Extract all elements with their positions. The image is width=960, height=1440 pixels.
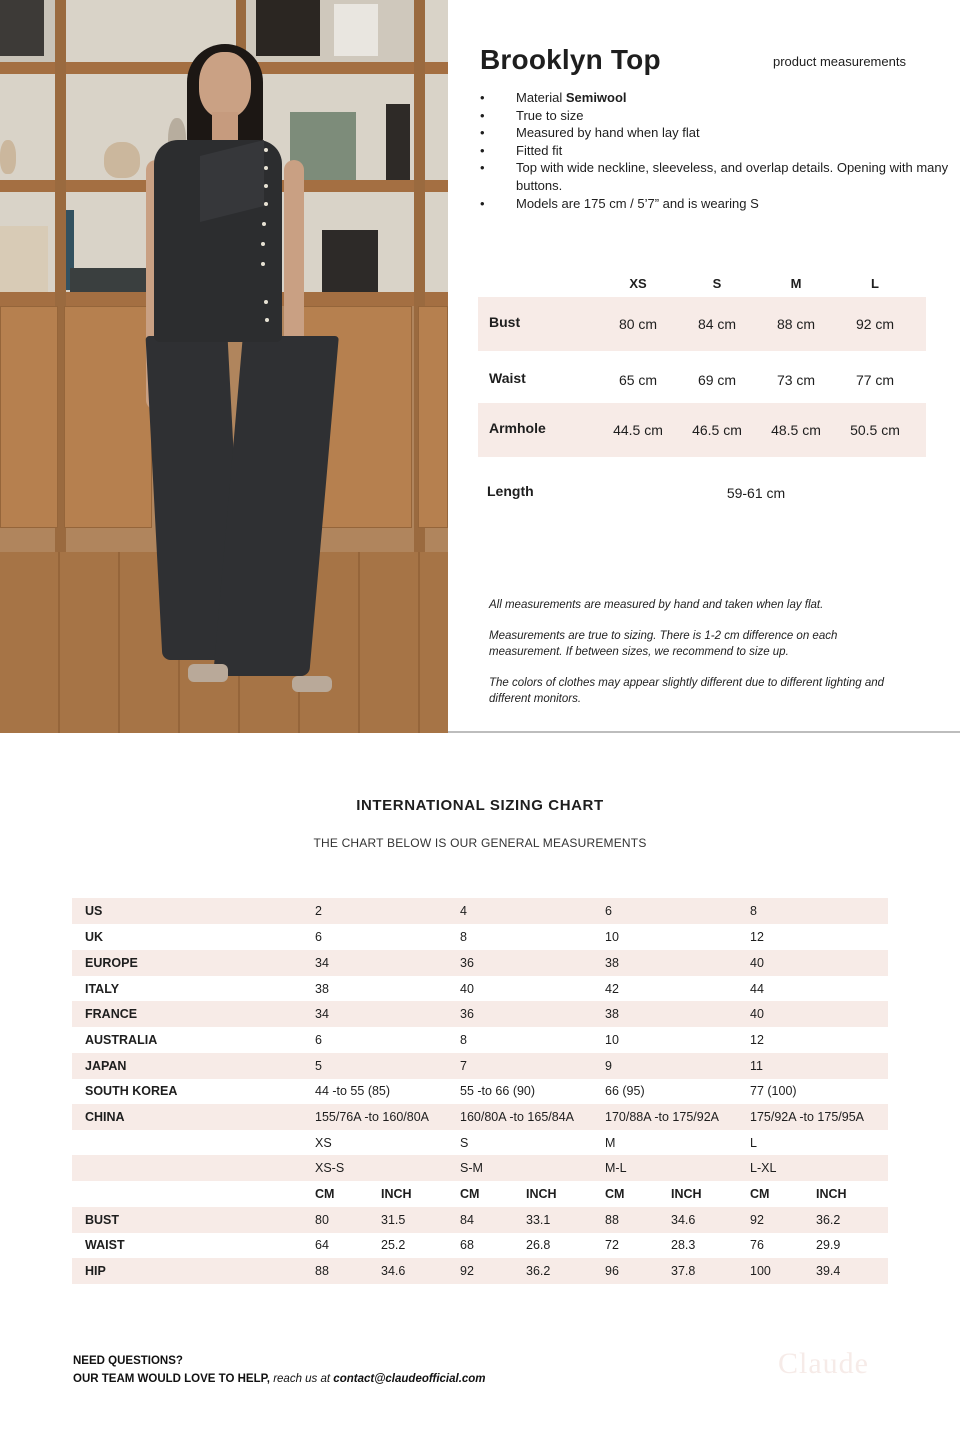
cell: 42 (605, 982, 619, 996)
cell: 155/76A -to 160/80A (315, 1110, 429, 1124)
cell: 7 (460, 1059, 467, 1073)
cell: 5 (315, 1059, 322, 1073)
cell: 50.5 cm (850, 422, 900, 438)
cell: 10 (605, 1033, 619, 1047)
intl-row-us (72, 898, 888, 924)
row-label: Length (487, 483, 534, 499)
detail-item: • True to size (480, 107, 950, 125)
cell: 88 (605, 1213, 619, 1227)
cell: 34.6 (381, 1264, 406, 1278)
cell: 76 (750, 1238, 764, 1252)
row-label: JAPAN (85, 1059, 127, 1073)
cell: INCH (381, 1187, 412, 1201)
cell: 66 (95) (605, 1084, 645, 1098)
cell: 44 -to 55 (85) (315, 1084, 391, 1098)
cell: INCH (671, 1187, 702, 1201)
cell: 72 (605, 1238, 619, 1252)
cell: XS (315, 1136, 332, 1150)
row-label: US (85, 904, 103, 918)
cell: 31.5 (381, 1213, 406, 1227)
detail-item: • Measured by hand when lay flat (480, 124, 950, 142)
cell: 92 (750, 1213, 764, 1227)
cell: 6 (315, 1033, 322, 1047)
section-divider (448, 731, 960, 733)
row-label: WAIST (85, 1238, 125, 1252)
cell: 160/80A -to 165/84A (460, 1110, 574, 1124)
cell: 34.6 (671, 1213, 696, 1227)
cell: 170/88A -to 175/92A (605, 1110, 719, 1124)
cell: 84 (460, 1213, 474, 1227)
cell: 55 -to 66 (90) (460, 1084, 536, 1098)
cell: 10 (605, 930, 619, 944)
cell: 44 (750, 982, 764, 996)
cell: 38 (605, 1007, 619, 1021)
cell: 65 cm (618, 372, 658, 388)
row-label: EUROPE (85, 956, 138, 970)
intl-row-uk (72, 924, 888, 950)
cell: M-L (605, 1161, 627, 1175)
cell: L-XL (750, 1161, 777, 1175)
cell: 34 (315, 1007, 329, 1021)
cell: 77 (100) (750, 1084, 797, 1098)
intl-row-letter-sizes (72, 1130, 888, 1156)
note: The colors of clothes may appear slightly different due to different lighting and different monitors. (489, 677, 885, 705)
cell: 38 (605, 956, 619, 970)
cell: 28.3 (671, 1238, 696, 1252)
contact-email-link[interactable]: contact@claudeofficial.com (333, 1373, 486, 1385)
row-label: Armhole (489, 420, 546, 436)
cell: 36.2 (816, 1213, 841, 1227)
row-label: SOUTH KOREA (85, 1084, 178, 1098)
cell: CM (750, 1187, 770, 1201)
cell: 46.5 cm (692, 422, 742, 438)
cell: 8 (460, 930, 467, 944)
cell: 36 (460, 956, 474, 970)
cell: 25.2 (381, 1238, 406, 1252)
row-label: FRANCE (85, 1007, 138, 1021)
cell: 92 (460, 1264, 474, 1278)
cell: 80 (315, 1213, 329, 1227)
cell: 34 (315, 956, 329, 970)
cell: 33.1 (526, 1213, 551, 1227)
reach-text: reach us at (270, 1373, 334, 1385)
note: All measurements are measured by hand and taken when lay flat. (489, 599, 824, 611)
cell: 26.8 (526, 1238, 551, 1252)
intl-row-waist (72, 1232, 888, 1258)
cell: 44.5 cm (613, 422, 663, 438)
size-row-waist (478, 353, 926, 407)
brand-watermark: Claude (778, 1347, 869, 1380)
detail-item: • Fitted fit (480, 142, 950, 160)
intl-row-italy (72, 976, 888, 1002)
cell: INCH (526, 1187, 557, 1201)
cell: 36 (460, 1007, 474, 1021)
detail-item: • Models are 175 cm / 5’7” and is wearing S (480, 195, 950, 213)
cell: 73 cm (776, 372, 816, 388)
intl-row-france (72, 1001, 888, 1027)
row-label: AUSTRALIA (85, 1033, 158, 1047)
row-label: CHINA (85, 1110, 125, 1124)
cell: 39.4 (816, 1264, 841, 1278)
row-label: Bust (489, 314, 521, 330)
row-label: Waist (489, 370, 526, 386)
questions-heading: NEED QUESTIONS? (73, 1355, 183, 1367)
intl-row-europe (72, 950, 888, 976)
cell: 29.9 (816, 1238, 841, 1252)
cell: CM (605, 1187, 625, 1201)
cell: 37.8 (671, 1264, 696, 1278)
row-label: UK (85, 930, 104, 944)
intl-row-south-korea (72, 1078, 888, 1104)
cell: 88 (315, 1264, 329, 1278)
help-footer (73, 1352, 486, 1388)
cell: S-M (460, 1161, 483, 1175)
cell: 84 cm (697, 316, 737, 332)
cell: 4 (460, 904, 467, 918)
detail-item: • Material Semiwool (480, 89, 950, 107)
product-details-list (480, 89, 950, 212)
product-title: Brooklyn Top (480, 44, 661, 75)
cell: 77 cm (855, 372, 895, 388)
measurements-label: product measurements (773, 54, 906, 69)
detail-item: • Top with wide neckline, sleeveless, and overlap details. Opening with many buttons. (480, 159, 950, 194)
measurement-notes (489, 597, 909, 722)
row-label: ITALY (85, 982, 120, 996)
size-header-l: L (871, 276, 879, 291)
cell: 40 (750, 1007, 764, 1021)
cell: 2 (315, 904, 322, 918)
cell: 69 cm (697, 372, 737, 388)
size-header-s: S (712, 276, 722, 291)
cell: CM (315, 1187, 335, 1201)
size-row-armhole (478, 403, 926, 457)
cell: INCH (816, 1187, 847, 1201)
cell: 175/92A -to 175/95A (750, 1110, 864, 1124)
cell: 40 (750, 956, 764, 970)
cell: 88 cm (776, 316, 816, 332)
size-row-length (478, 466, 926, 520)
cell: 38 (315, 982, 329, 996)
cell: L (750, 1136, 757, 1150)
cell: CM (460, 1187, 480, 1201)
cell: 12 (750, 1033, 764, 1047)
intl-row-australia (72, 1027, 888, 1053)
help-text: OUR TEAM WOULD LOVE TO HELP, (73, 1373, 270, 1385)
cell: 6 (605, 904, 612, 918)
intl-row-hip (72, 1258, 888, 1284)
cell: 64 (315, 1238, 329, 1252)
intl-row-units (72, 1181, 888, 1207)
cell: 40 (460, 982, 474, 996)
cell: 8 (750, 904, 757, 918)
cell: 80 cm (618, 316, 658, 332)
size-header-m: M (790, 276, 802, 291)
cell: M (605, 1136, 616, 1150)
cell: 100 (750, 1264, 771, 1278)
size-header-xs: XS (629, 276, 647, 291)
cell: 48.5 cm (771, 422, 821, 438)
cell: 92 cm (855, 316, 895, 332)
note: Measurements are true to sizing. There is 1-2 cm difference on each measurement. If between sizes, we recommend to size up. (489, 630, 838, 658)
cell: 96 (605, 1264, 619, 1278)
cell: 11 (750, 1059, 763, 1073)
intl-row-range-sizes (72, 1155, 888, 1181)
cell: 59-61 cm (726, 485, 786, 501)
product-photo (0, 0, 448, 733)
intl-chart-title: INTERNATIONAL SIZING CHART (356, 797, 604, 814)
intl-chart-subtitle: THE CHART BELOW IS OUR GENERAL MEASUREMENTS (313, 836, 647, 850)
cell: 8 (460, 1033, 467, 1047)
intl-row-china (72, 1104, 888, 1130)
cell: S (460, 1136, 469, 1150)
cell: 36.2 (526, 1264, 551, 1278)
cell: 12 (750, 930, 764, 944)
intl-row-japan (72, 1053, 888, 1079)
cell: XS-S (315, 1161, 345, 1175)
row-label: BUST (85, 1213, 120, 1227)
row-label: HIP (85, 1264, 106, 1278)
cell: 68 (460, 1238, 474, 1252)
cell: 9 (605, 1059, 612, 1073)
intl-row-bust (72, 1207, 888, 1233)
cell: 6 (315, 930, 322, 944)
size-row-bust (478, 297, 926, 351)
